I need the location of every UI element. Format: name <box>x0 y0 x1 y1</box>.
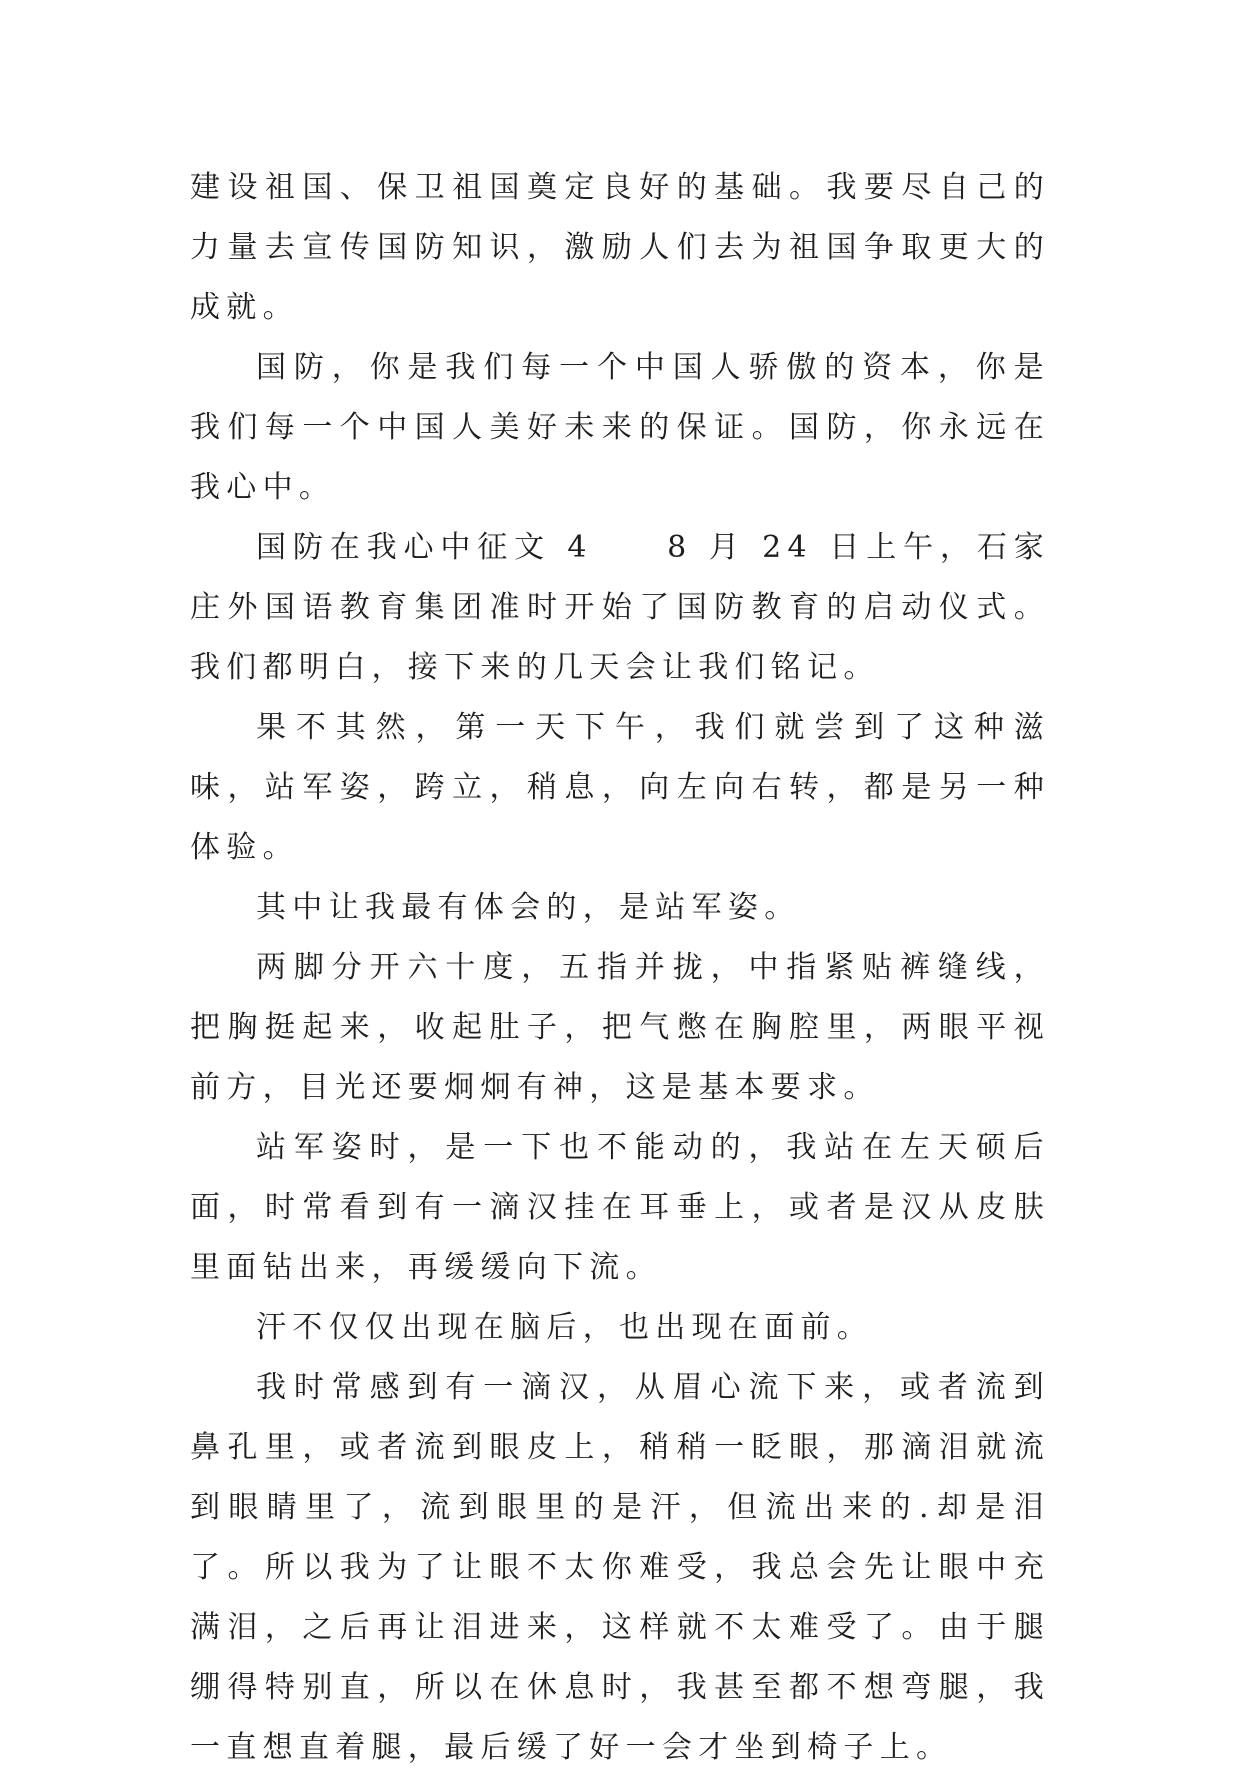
paragraph-6: 两脚分开六十度，五指并拢，中指紧贴裤缝线，把胸挺起来，收起肚子，把气憋在胸腔里，两眼平视前方，目光还要炯炯有神，这是基本要求。 <box>190 950 1050 1105</box>
paragraph-7: 站军姿时，是一下也不能动的，我站在左天硕后面，时常看到有一滴汉挂在耳垂上，或者是汉从皮肤里面钻出来，再缓缓向下流。 <box>190 1130 1050 1285</box>
paragraph-8: 汗不仅仅出现在脑后，也出现在面前。 <box>256 1310 874 1345</box>
paragraph-2: 国防，你是我们每一个中国人骄傲的资本，你是我们每一个中国人美好未来的保证。国防，你永远在我心中。 <box>190 350 1050 505</box>
paragraph-3: 国防在我心中征文 4 8 月 24 日上午，石家庄外国语教育集团准时开始了国防教育的启动仪式。我们都明白，接下来的几天会让我们铭记。 <box>190 530 1050 685</box>
paragraph-4: 果不其然，第一天下午，我们就尝到了这种滋味，站军姿，跨立，稍息，向左向右转，都是另一种体验。 <box>190 710 1050 865</box>
paragraph-1: 建设祖国、保卫祖国奠定良好的基础。我要尽自己的力量去宣传国防知识，激励人们去为祖国争取更大的成就。 <box>190 170 1050 325</box>
document-page <box>190 158 1050 1778</box>
paragraph-9: 我时常感到有一滴汉，从眉心流下来，或者流到鼻孔里，或者流到眼皮上，稍稍一眨眼，那滴泪就流到眼睛里了，流到眼里的是汗，但流出来的.却是泪了。所以我为了让眼不太你难受，我总会先让眼中充满泪，之后再让泪进来，这样就不太难受了。由于腿绷得特别直，所以在休息时，我甚至都不想弯腿，我一直想直着腿，最后缓了好一会才坐到椅子上。 <box>190 1370 1050 1765</box>
paragraph-5: 其中让我最有体会的，是站军姿。 <box>256 890 801 925</box>
